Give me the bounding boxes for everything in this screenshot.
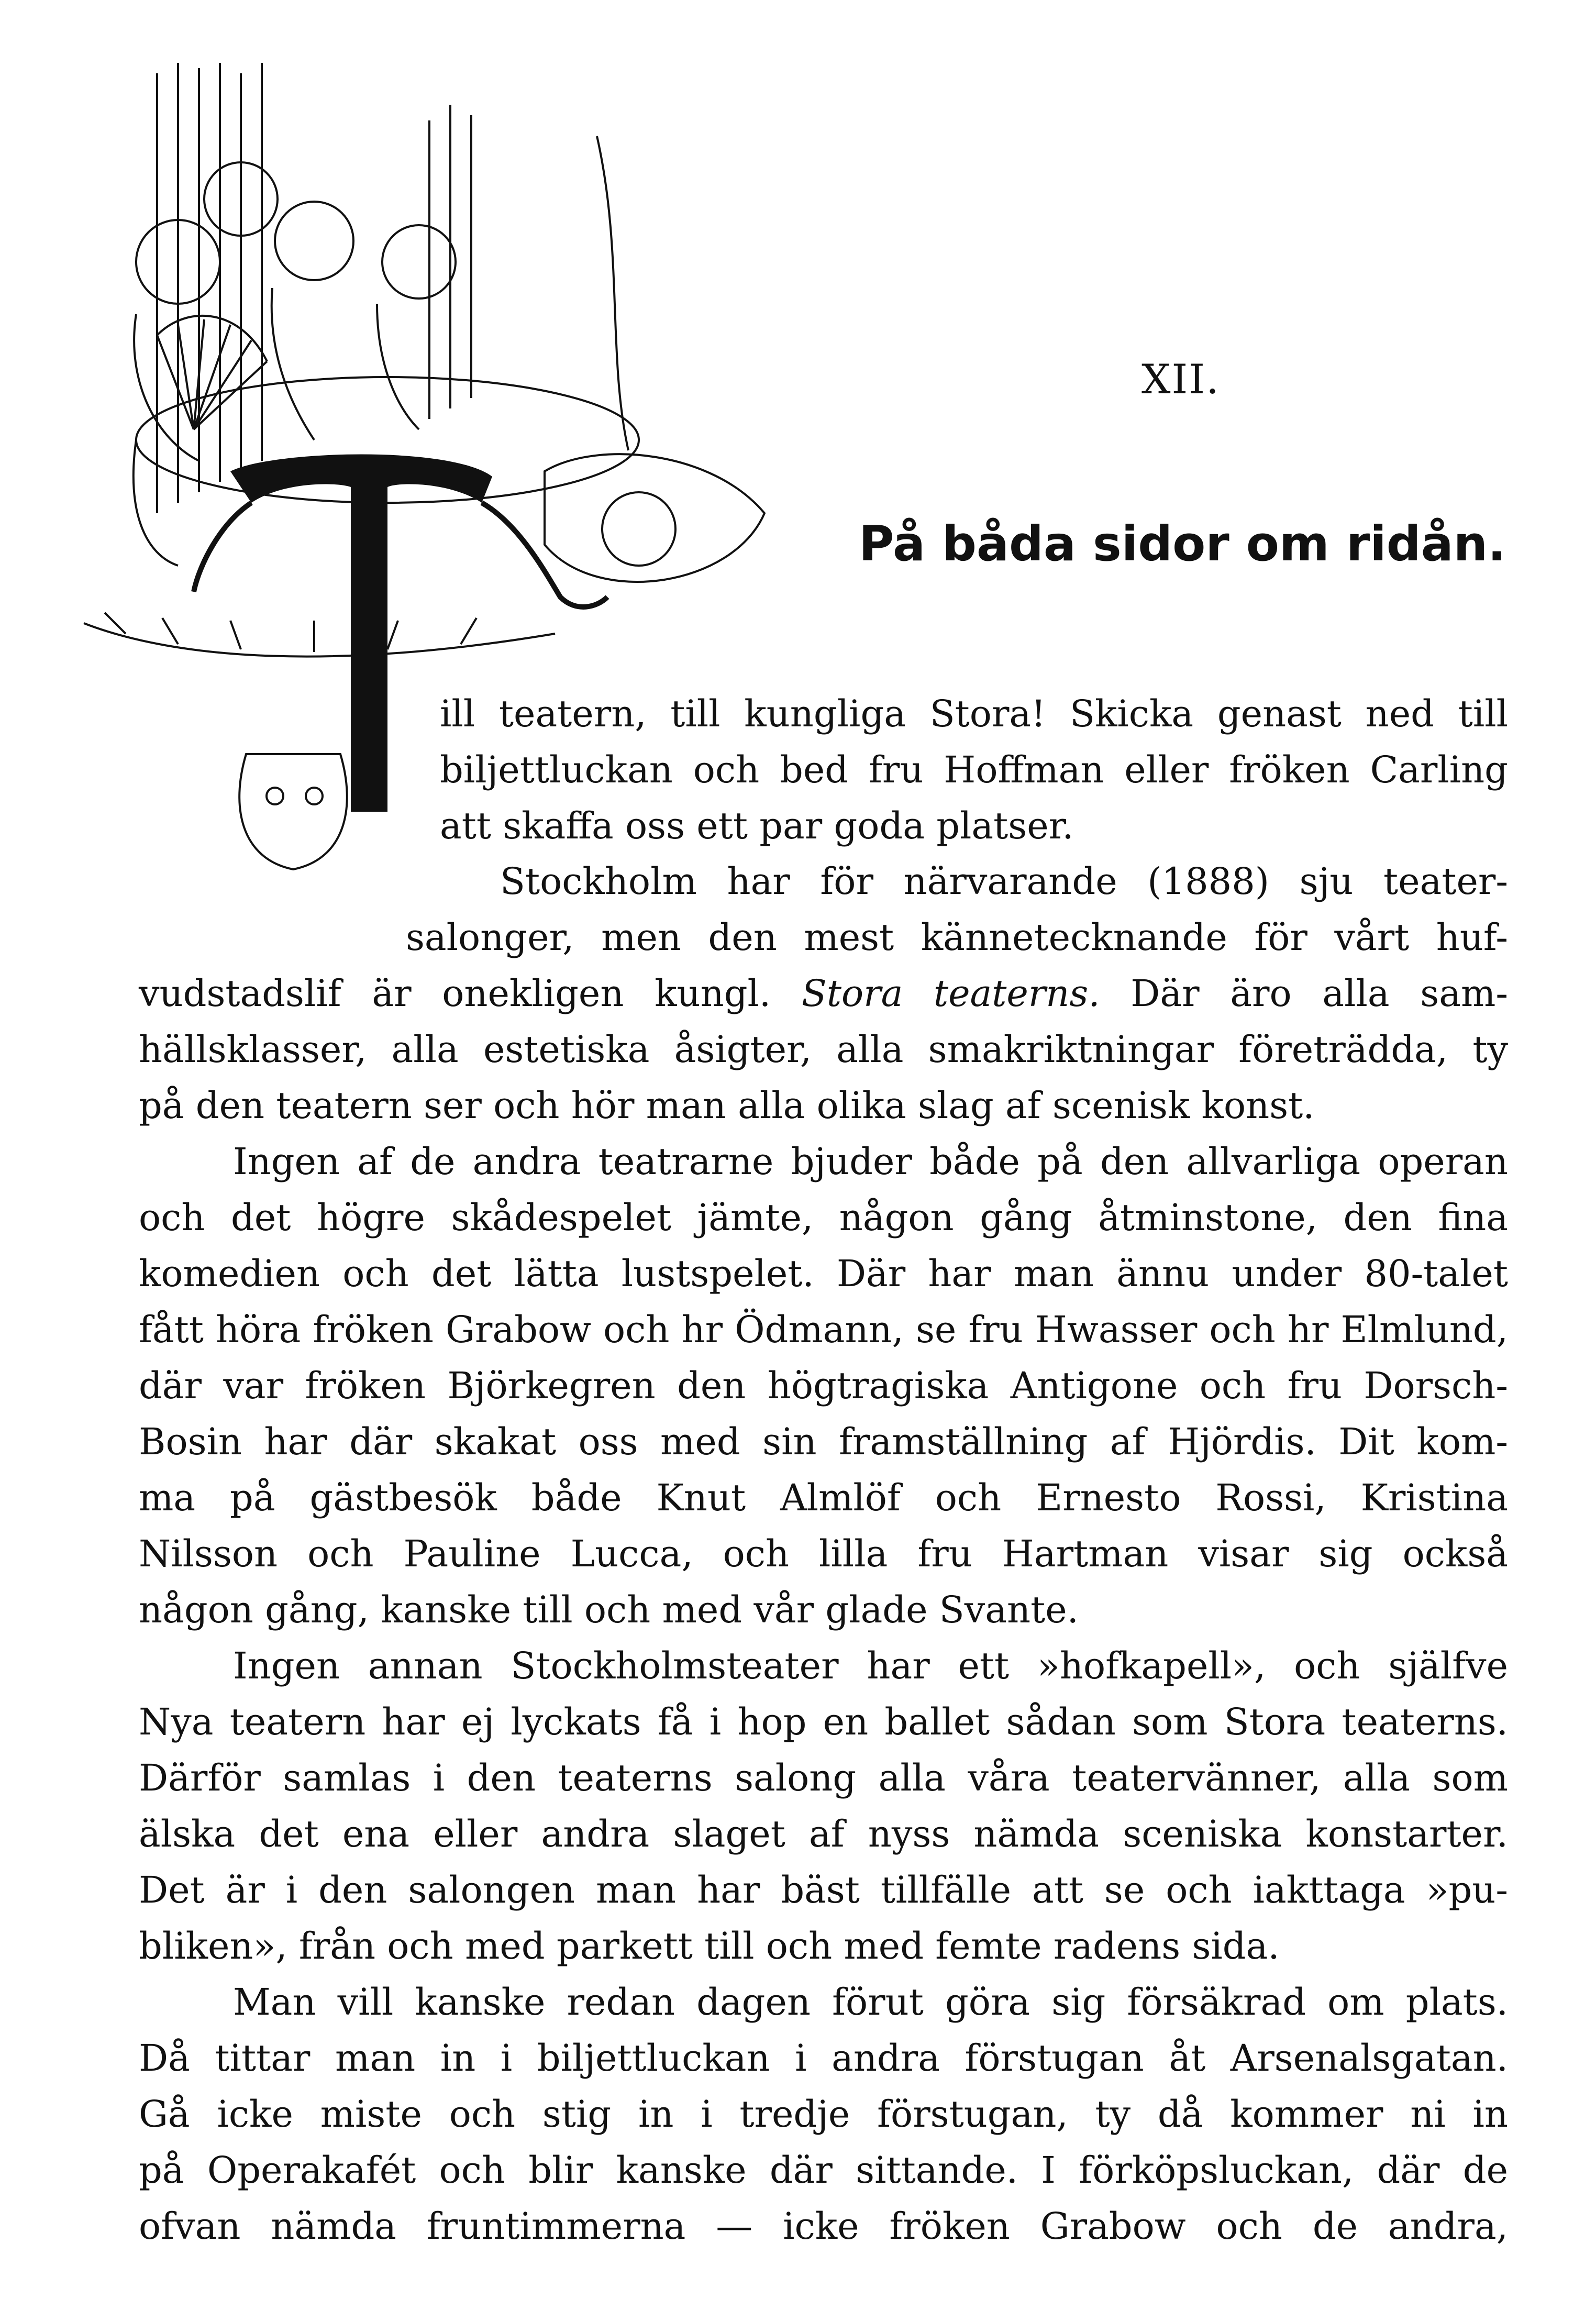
text-line: Då tittar man in i biljettluckan i andra förstugan åt Arsenalsgatan. bbox=[139, 2037, 1508, 2080]
text-line: biljettluckan och bed fru Hoffman eller fröken Carling bbox=[440, 748, 1508, 791]
text-line: fått höra fröken Grabow och hr Ödmann, se fru Hwasser och hr Elmlund, bbox=[139, 1308, 1508, 1351]
text-line: salonger, men den mest kännetecknande för vårt huf- bbox=[406, 916, 1508, 959]
text-line: bliken», från och med parkett till och med femte radens sida. bbox=[139, 1925, 1280, 1968]
text-line: Nya teatern har ej lyckats få i hop en ballet sådan som Stora teaterns. bbox=[139, 1700, 1508, 1743]
text-line: ill teatern, till kungliga Stora! Skicka genast ned till bbox=[440, 692, 1508, 735]
text-line: älska det ena eller andra slaget af nyss nämda sceniska konstarter. bbox=[139, 1812, 1508, 1855]
italic-segment: Stora teaterns. bbox=[801, 972, 1100, 1015]
text-line: Ingen af de andra teatrarne bjuder både på den allvarliga operan bbox=[233, 1140, 1508, 1183]
text-line: Det är i den salongen man har bäst tillfälle att se och iakttaga »pu- bbox=[139, 1869, 1508, 1911]
text-line: på den teatern ser och hör man alla olika slag af scenisk konst. bbox=[139, 1084, 1315, 1127]
text-line: Nilsson och Pauline Lucca, och lilla fru Hartman visar sig också bbox=[139, 1532, 1508, 1575]
text-line: ofvan nämda fruntimmerna — icke fröken Grabow och de andra, bbox=[139, 2205, 1508, 2248]
intro-paragraph bbox=[440, 686, 1508, 854]
text-line: och det högre skådespelet jämte, någon gång åtminstone, den fina bbox=[139, 1196, 1508, 1239]
chapter-title: På båda sidor om ridån. bbox=[859, 516, 1506, 572]
text-segment: Där äro alla sam- bbox=[1130, 972, 1508, 1015]
chapter-number: XII. bbox=[1141, 356, 1220, 403]
text-line: att skaffa oss ett par goda platser. bbox=[440, 804, 1074, 847]
text-line: Man vill kanske redan dagen förut göra sig försäkrad om plats. bbox=[233, 1981, 1508, 2024]
text-segment: vudstadslif är onekligen kungl. bbox=[139, 972, 771, 1015]
text-line: Gå icke miste och stig in i tredje förstugan, ty då kommer ni in bbox=[139, 2093, 1508, 2136]
text-line: någon gång, kanske till och med vår glade Svante. bbox=[139, 1588, 1079, 1631]
text-line: hällsklasser, alla estetiska åsigter, alla smakriktningar företrädda, ty bbox=[139, 1028, 1508, 1071]
paragraph-1 bbox=[139, 854, 1508, 1134]
body-text bbox=[139, 1134, 1508, 2254]
text-line: ma på gästbesök både Knut Almlöf och Ernesto Rossi, Kristina bbox=[139, 1476, 1508, 1519]
text-line: på Operakafét och blir kanske där sittande. I förköpsluckan, där de bbox=[139, 2149, 1508, 2192]
text-line: Bosin har där skakat oss med sin framställning af Hjördis. Dit kom- bbox=[139, 1420, 1508, 1463]
text-line: komedien och det lätta lustspelet. Där har man ännu under 80-talet bbox=[139, 1252, 1508, 1295]
text-line: Stockholm har för närvarande (1888) sju teater- bbox=[500, 860, 1508, 903]
text-line: där var fröken Björkegren den högtragiska Antigone och fru Dorsch- bbox=[139, 1364, 1508, 1407]
text-line-mixed bbox=[139, 966, 1508, 1022]
text-line: Därför samlas i den teaterns salong alla våra teatervänner, alla som bbox=[139, 1756, 1508, 1799]
text-line: Ingen annan Stockholmsteater har ett »hofkapell», och själfve bbox=[233, 1644, 1508, 1687]
